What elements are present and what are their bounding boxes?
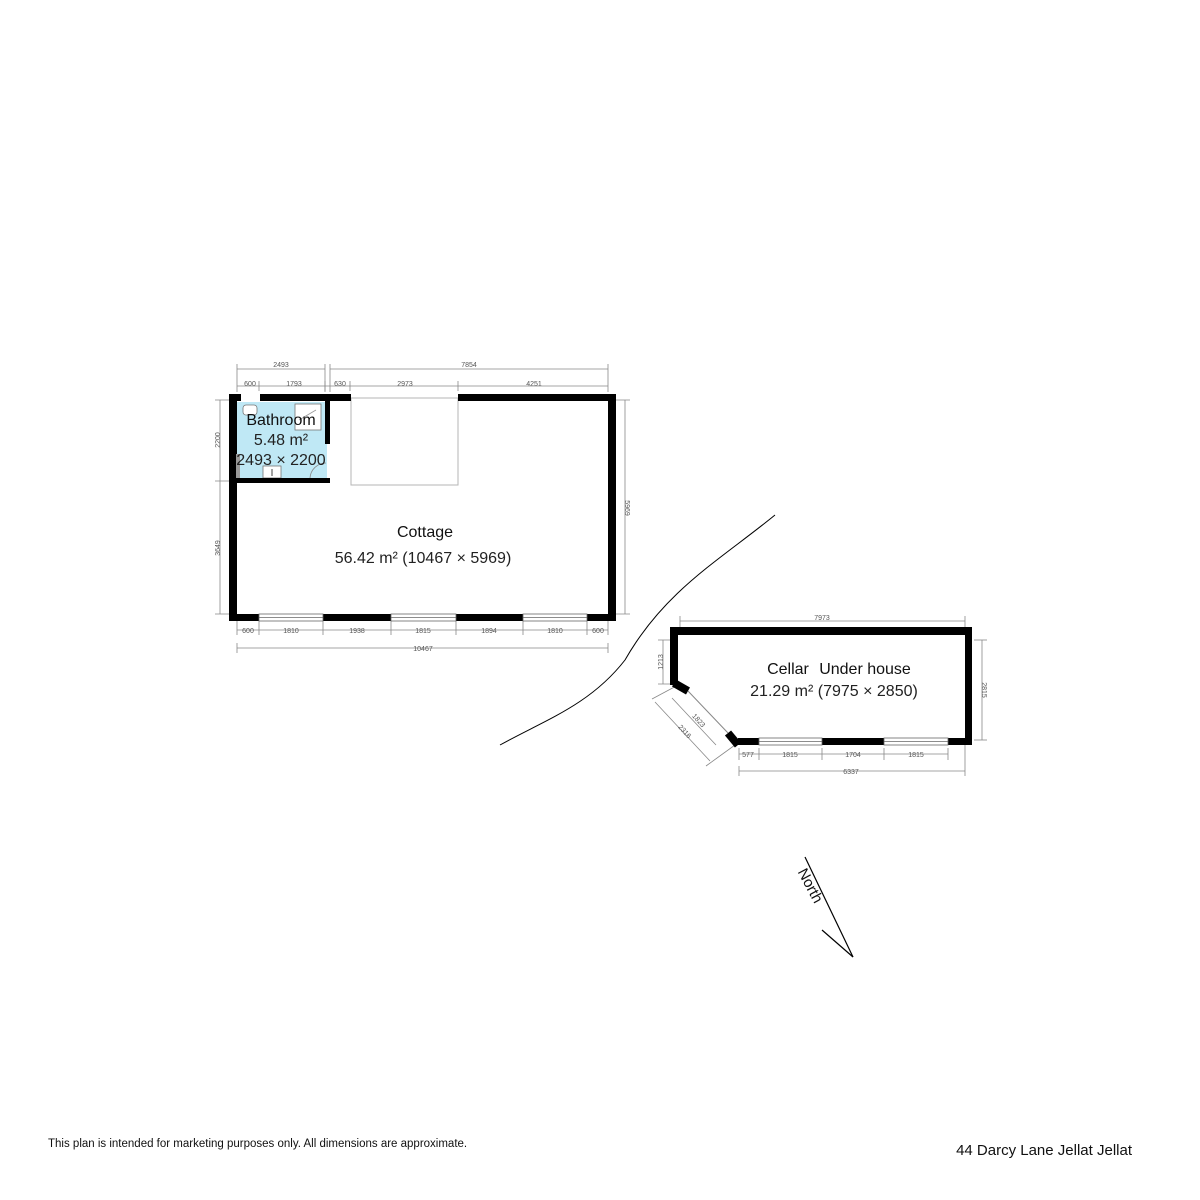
disclaimer-text: This plan is intended for marketing purposes only. All dimensions are approximate.: [48, 1138, 468, 1150]
cellar-name-secondary: Under house: [819, 661, 911, 678]
dim-label: 2815: [980, 682, 987, 698]
dim-label: 1894: [481, 628, 497, 635]
dim-label: 5969: [623, 500, 630, 516]
north-label: North: [793, 865, 827, 907]
dim-label: 2493: [273, 362, 289, 369]
dim-label: 1810: [547, 628, 563, 635]
bathroom-name: Bathroom: [246, 412, 316, 429]
dim-label: 1704: [845, 752, 861, 759]
dim-label: 1823: [690, 712, 706, 730]
dim-label: 1815: [908, 752, 924, 759]
cellar-name: Cellar: [767, 661, 809, 678]
dim-label: 2973: [397, 381, 413, 388]
dim-label: 600: [244, 381, 256, 388]
dim-label: 10467: [413, 646, 433, 653]
dim-label: 3649: [215, 540, 222, 556]
north-arrow-icon: [794, 857, 853, 957]
roof-opening-outline: [351, 398, 458, 485]
cellar-diagonal-opening: [688, 691, 728, 733]
bathroom-area: 5.48 m²: [253, 432, 309, 449]
dim-label: 6337: [843, 769, 859, 776]
dim-label: 1810: [283, 628, 299, 635]
dim-label: 1938: [349, 628, 365, 635]
cottage-windows: [259, 614, 587, 621]
cellar-area: 21.29 m² (7975 × 2850): [750, 683, 918, 700]
dim-label: 2316: [676, 723, 692, 741]
dim-label: 1815: [415, 628, 431, 635]
dim-label: 1815: [782, 752, 798, 759]
dim-label: 600: [592, 628, 604, 635]
bathroom-dimensions: 2493 × 2200: [236, 452, 326, 469]
property-address: 44 Darcy Lane Jellat Jellat: [956, 1142, 1132, 1159]
dim-label: 630: [334, 381, 346, 388]
cottage-area: 56.42 m² (10467 × 5969): [334, 550, 512, 567]
dim-label: 7854: [461, 362, 477, 369]
dim-label: 4251: [526, 381, 542, 388]
dim-label: 600: [242, 628, 254, 635]
dim-label: 1213: [658, 654, 665, 670]
dim-label: 577: [742, 752, 754, 759]
dim-label: 1793: [286, 381, 302, 388]
dim-label: 7973: [814, 615, 830, 622]
cottage-name: Cottage: [396, 524, 454, 541]
dim-label: 2200: [215, 432, 222, 448]
